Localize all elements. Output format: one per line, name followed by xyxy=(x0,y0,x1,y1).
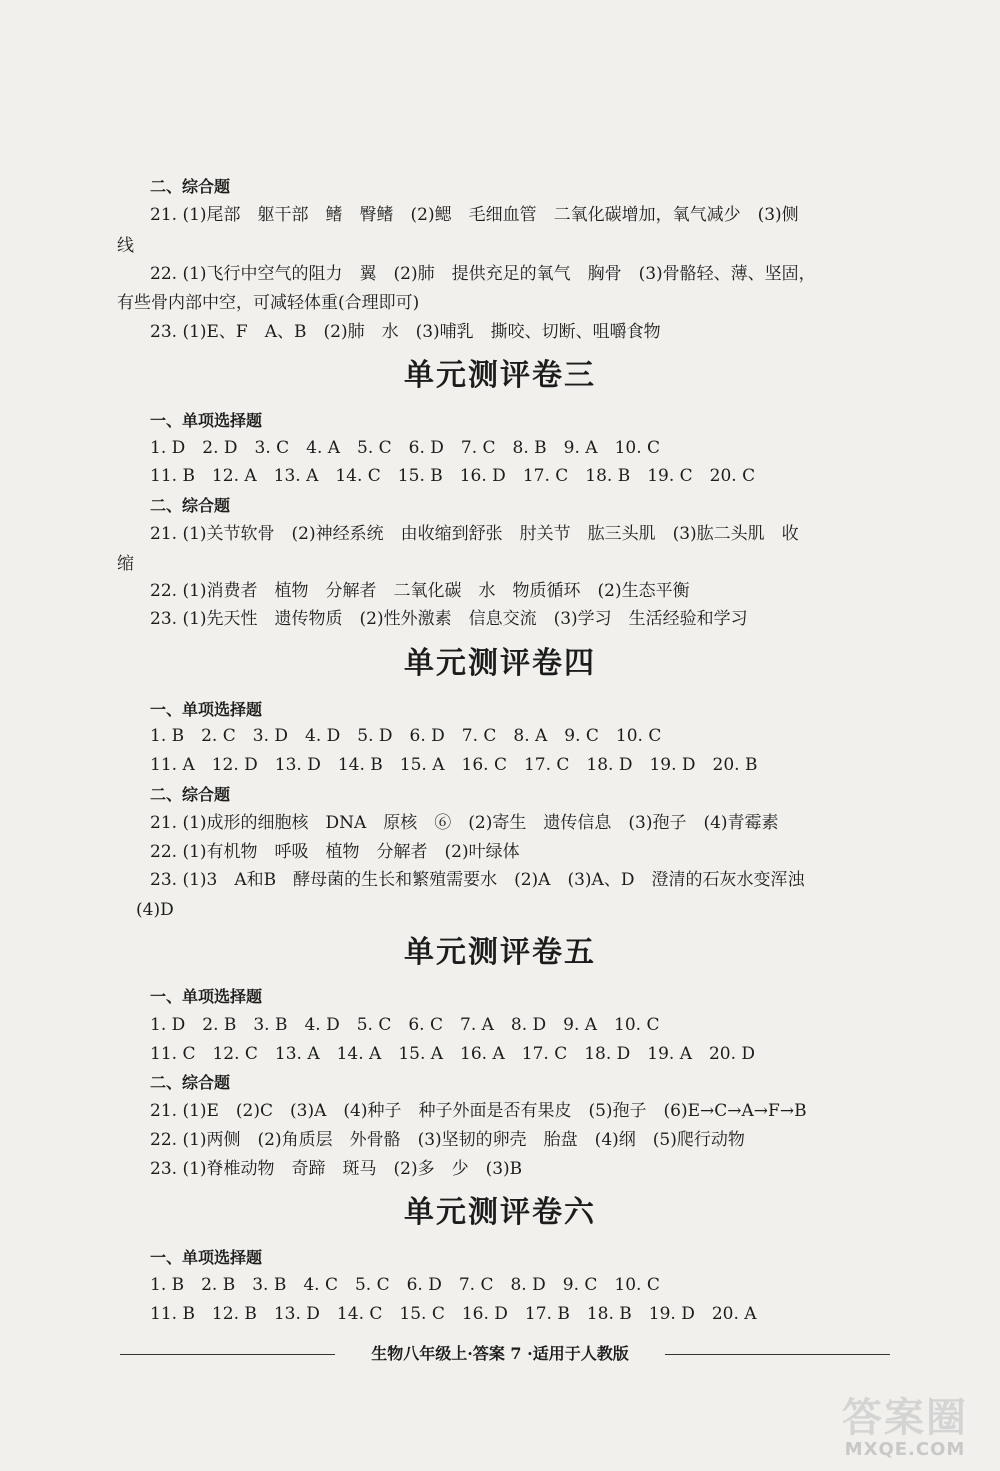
answer-line: 1. D 2. D 3. C 4. A 5. C 6. D 7. C 8. B 9. A 10. C xyxy=(150,438,661,458)
answer-line: 22. (1)两侧 (2)角质层 外骨骼 (3)坚韧的卵壳 胎盘 (4)纲 (5)爬行动物 xyxy=(150,1130,745,1150)
answer-line: 11. A 12. D 13. D 14. B 15. A 16. C 17. C 18. D 19. D 20. B xyxy=(150,755,758,775)
answer-line: 23. (1)先天性 遗传物质 (2)性外激素 信息交流 (3)学习 生活经验和学习 xyxy=(150,609,748,629)
unit-title: 单元测评卷四 xyxy=(404,646,596,681)
watermark-url: MXQE.COM xyxy=(844,1439,966,1460)
section-heading: 一、单项选择题 xyxy=(150,700,263,719)
section-heading: 二、综合题 xyxy=(150,496,231,515)
answer-line: 22. (1)飞行中空气的阻力 翼 (2)肺 提供充足的氧气 胸骨 (3)骨骼轻、薄、坚固， xyxy=(150,264,816,284)
answer-line: 21. (1)E (2)C (3)A (4)种子 种子外面是否有果皮 (5)孢子 (6)E→C→A→F→B xyxy=(150,1101,807,1121)
watermark-logo xyxy=(820,1397,990,1467)
answer-line: 11. C 12. C 13. A 14. A 15. A 16. A 17. C 18. D 19. A 20. D xyxy=(150,1044,756,1064)
answer-line: (4)D xyxy=(136,900,174,920)
answer-line: 21. (1)成形的细胞核 DNA 原核 ⑥ (2)寄生 遗传信息 (3)孢子 (4)青霉素 xyxy=(150,813,779,833)
unit-title: 单元测评卷五 xyxy=(404,935,596,970)
answer-line: 21. (1)关节软骨 (2)神经系统 由收缩到舒张 肘关节 肱三头肌 (3)肱二头肌 收 xyxy=(150,524,799,544)
answer-line: 1. B 2. C 3. D 4. D 5. D 6. D 7. C 8. A 9. C 10. C xyxy=(150,726,662,746)
answer-line: 线 xyxy=(117,236,134,256)
answer-line: 22. (1)消费者 植物 分解者 二氧化碳 水 物质循环 (2)生态平衡 xyxy=(150,581,690,601)
answer-line: 23. (1)E、F A、B (2)肺 水 (3)哺乳 撕咬、切断、咀嚼食物 xyxy=(150,322,661,342)
section-heading: 二、综合题 xyxy=(150,177,231,196)
unit-title: 单元测评卷六 xyxy=(404,1195,596,1230)
watermark-mark: 答案圈 xyxy=(842,1395,968,1441)
section-heading: 一、单项选择题 xyxy=(150,1248,263,1267)
section-heading: 二、综合题 xyxy=(150,785,231,804)
answer-line: 1. B 2. B 3. B 4. C 5. C 6. D 7. C 8. D 9. C 10. C xyxy=(150,1275,660,1295)
section-heading: 二、综合题 xyxy=(150,1073,231,1092)
answer-line: 21. (1)尾部 躯干部 鳍 臀鳍 (2)鳃 毛细血管 二氧化碳增加，氧气减少 (3)侧 xyxy=(150,205,799,225)
section-heading: 一、单项选择题 xyxy=(150,987,263,1006)
answer-line: 缩 xyxy=(117,554,134,574)
answer-line: 11. B 12. B 13. D 14. C 15. C 16. D 17. B 18. B 19. D 20. A xyxy=(150,1304,757,1324)
answer-line: 有些骨内部中空，可减轻体重(合理即可) xyxy=(117,293,420,313)
answer-line: 23. (1)3 A和B 酵母菌的生长和繁殖需要水 (2)A (3)A、D 澄清的石灰水变浑浊 xyxy=(150,870,805,890)
answer-line: 22. (1)有机物 呼吸 植物 分解者 (2)叶绿体 xyxy=(150,842,520,862)
section-heading: 一、单项选择题 xyxy=(150,411,263,430)
answer-line: 11. B 12. A 13. A 14. C 15. B 16. D 17. C 18. B 19. C 20. C xyxy=(150,466,756,486)
unit-title: 单元测评卷三 xyxy=(404,358,596,393)
answer-line: 1. D 2. B 3. B 4. D 5. C 6. C 7. A 8. D 9. A 10. C xyxy=(150,1015,660,1035)
answer-line: 23. (1)脊椎动物 奇蹄 斑马 (2)多 少 (3)B xyxy=(150,1159,523,1179)
page-footer: 生物八年级上·答案 7 ·适用于人教版 xyxy=(371,1344,629,1363)
